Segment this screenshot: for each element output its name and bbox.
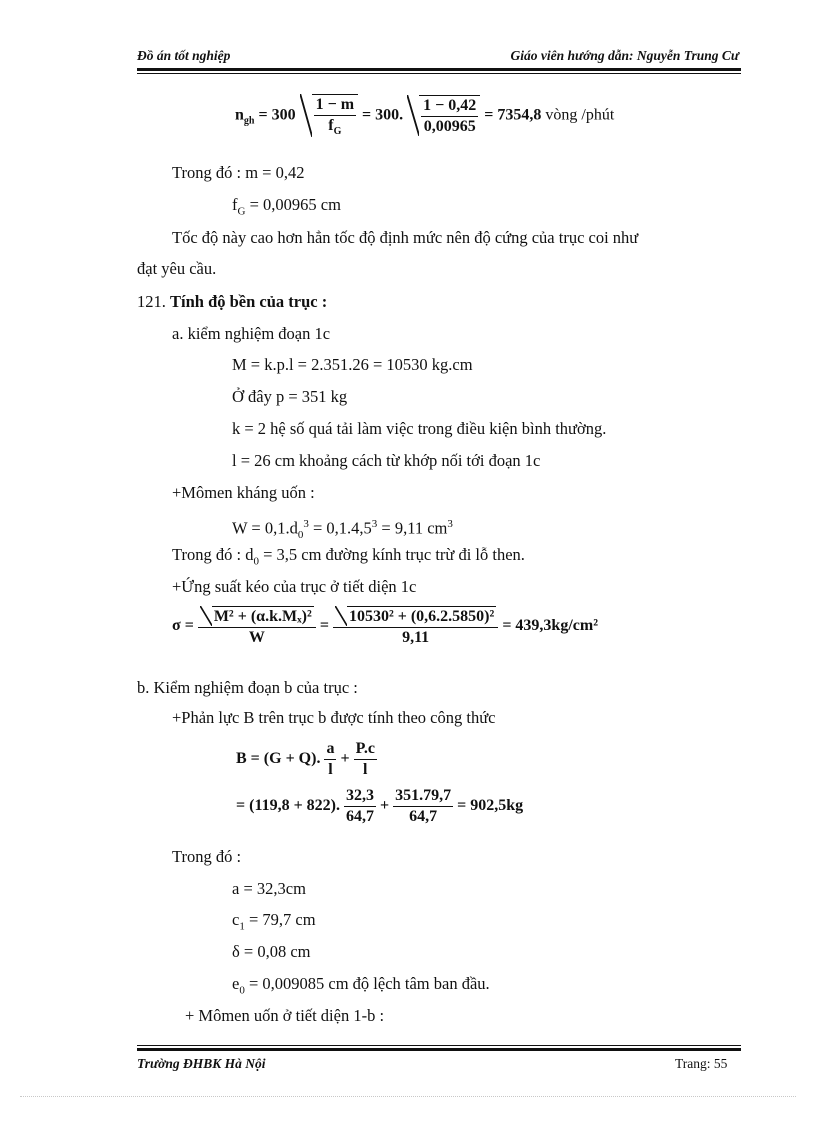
text-where: Trong đó :	[172, 847, 242, 866]
formula-sigma: σ = $\frac{\text{M² + (α.k.Mₓ)²}}{W}$ = $\frac{\text{10530² + (0,6.2.5850)²}}{9,11}$ = 439,3kg/cm²	[172, 608, 598, 646]
formula-b-value: = (119,8 + 822). $\frac{32,3}{64,7}$ + $\frac{351.79,7}{64,7}$ = 902,5kg	[236, 787, 524, 825]
text-reaction: +Phản lực B trên trục b được tính theo công thức	[172, 708, 496, 727]
formula-b: B = (G + Q). $\frac{a}{l}$ + $\frac{P.c}{l}$	[236, 740, 375, 778]
text-a: a = 32,3cm	[232, 879, 306, 898]
footer-left: Trường ĐHBK Hà Nội	[137, 1056, 266, 1071]
header-left: Đồ án tốt nghiệp	[137, 48, 231, 63]
formula-n-gh: $n_{gh} = 300$ $\frac{1 - m}{f_G}$ = 300. $\frac{1 - 0,42}{0,00965}$ = 7354,8 vòng /phút	[235, 96, 615, 138]
text-e0: $e_0 = 0,009085$ cm độ lệch tâm ban đầu.	[232, 974, 490, 997]
text-bending-modulus: +Mômen kháng uốn :	[172, 483, 315, 502]
footer-rule-thick	[137, 1048, 741, 1051]
text-tensile-stress: +Ứng suất kéo của trục ở tiết diện 1c	[172, 577, 417, 596]
header-rule-thin	[137, 73, 741, 74]
text-k: k = 2 hệ số quá tải làm việc trong điều kiện bình thường.	[232, 419, 607, 438]
text-m: Trong đó : m = 0,42	[172, 163, 305, 182]
text-delta: δ = 0,08 cm	[232, 942, 311, 961]
text-w: $W = 0,1.d_0^3 = 0,1.4,5^3 = 9,11$ $cm^3$	[232, 518, 453, 541]
text-l: l = 26 cm khoảng cách từ khớp nối tới đoạn 1c	[232, 451, 541, 470]
header-right: Giáo viên hướng dẫn: Nguyễn Trung Cư	[510, 48, 739, 63]
header-rule-thick	[137, 68, 741, 71]
text-d0: Trong đó : $d_0 = 3,5$ cm đường kính trục trừ đi lỗ then.	[172, 545, 525, 568]
text-moment: M = k.p.l = 2.351.26 = 10530 kg.cm	[232, 355, 473, 374]
text-speed: Tốc độ này cao hơn hẳn tốc độ định mức nên độ cứng của trục coi như	[172, 228, 639, 247]
page-number: Trang: 55	[675, 1056, 728, 1071]
footer-rule-thin	[137, 1045, 741, 1046]
page-border-dotted	[20, 1096, 796, 1097]
text-p: Ở đây p = 351 kg	[232, 387, 348, 406]
section-121: 121. Tính độ bền của trục :	[137, 292, 328, 311]
text-check-1c: a. kiểm nghiệm đoạn 1c	[172, 324, 331, 343]
text-fg: $f_G = 0,00965$ cm	[232, 195, 341, 218]
text-speed-cont: đạt yêu cầu.	[137, 259, 217, 278]
text-bending-moment: + Mômen uốn ở tiết diện 1-b :	[185, 1006, 385, 1025]
text-c1: $c_1 = 79,7$ cm	[232, 910, 316, 933]
text-check-b: b. Kiểm nghiệm đoạn b của trục :	[137, 678, 358, 697]
